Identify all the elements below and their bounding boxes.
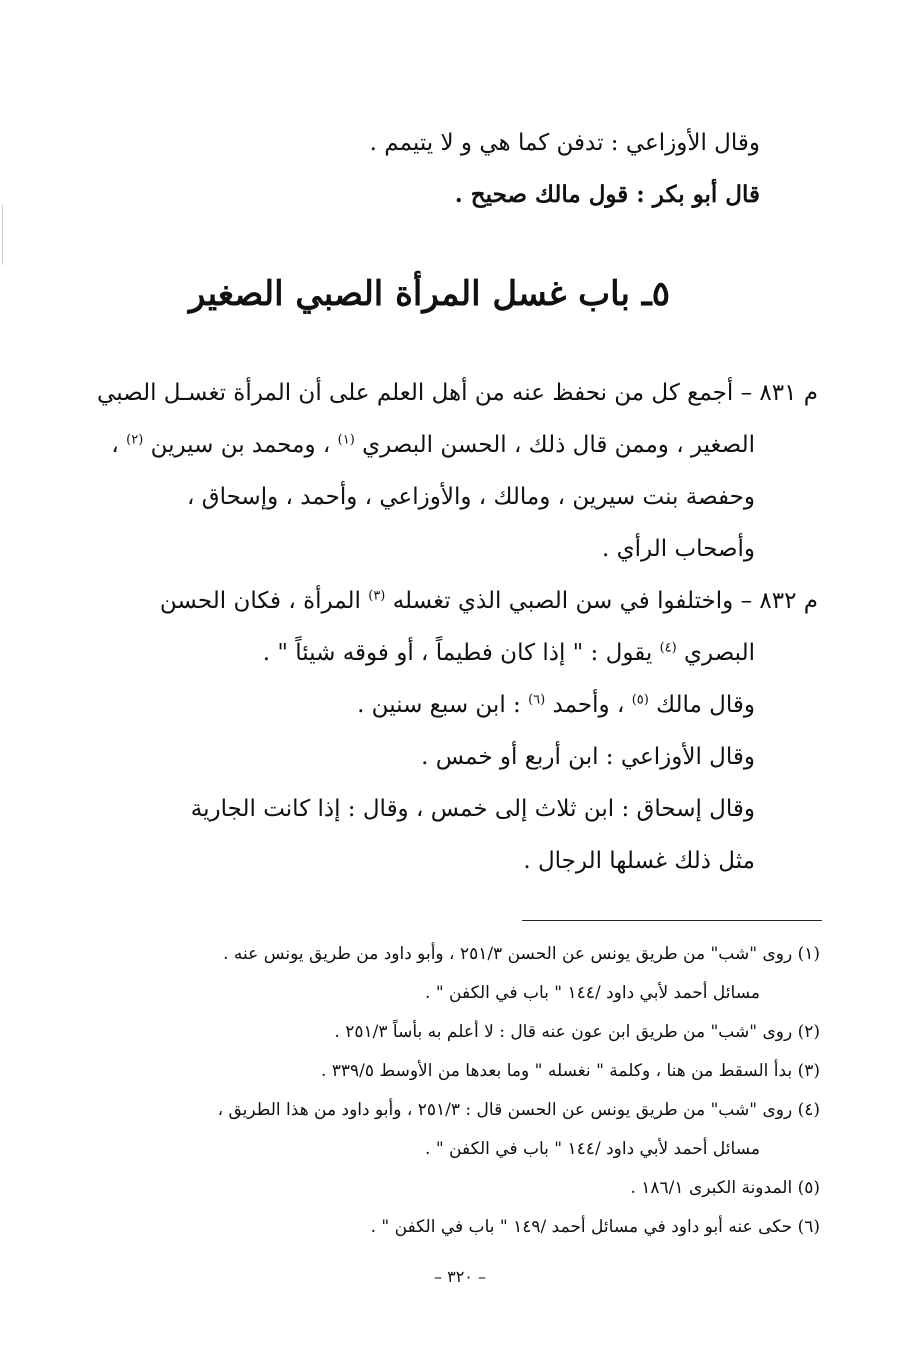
footnote-ref-4: (٤) bbox=[659, 640, 677, 656]
footnote-6: (٦) حكى عنه أبو داود في مسائل أحمد /١٤٩ " باب في الكفن " . bbox=[370, 1217, 820, 1237]
entry-832-text-b: المرأة ، فكان الحسن bbox=[159, 588, 361, 614]
footnote-3: (٣) بدأ السقط من هنا ، وكلمة " نغسله " وما بعدها من الأوسط ٣٣٩/٥ . bbox=[320, 1061, 820, 1081]
chapter-heading: ٥ـ باب غسل المرأة الصبي الصغير bbox=[188, 274, 670, 314]
footnote-1-line-2: مسائل أحمد لأبي داود /١٤٤ " باب في الكفن " . bbox=[425, 983, 760, 1003]
entry-832-line-2 bbox=[263, 638, 755, 668]
entry-832-line-1 bbox=[160, 586, 818, 616]
footnote-ref-1: (١) bbox=[337, 432, 355, 448]
entry-831-line-2 bbox=[111, 430, 755, 460]
entry-832-text-a: م ٨٣٢ – واختلفوا في سن الصبي الذي تغسله bbox=[392, 588, 818, 614]
entry-832-text-c: البصري bbox=[684, 640, 755, 666]
intro-line-abu-bakr: قال أبو بكر : قول مالك صحيح . bbox=[454, 181, 760, 208]
footnote-2: (٢) روى "شب" من طريق ابن عون عنه قال : لا أعلم به بأساً ٢٥١/٣ . bbox=[334, 1022, 820, 1042]
entry-832-line-3 bbox=[357, 690, 755, 720]
intro-line-awzai: وقال الأوزاعي : تدفن كما هي و لا يتيمم . bbox=[369, 130, 760, 156]
footnote-ref-5: (٥) bbox=[631, 692, 649, 708]
entry-831-text-b: ، ومحمد بن سيرين bbox=[150, 432, 331, 458]
footnote-1-line-1: (١) روى "شب" من طريق يونس عن الحسن ٢٥١/٣ ، وأبو داود من طريق يونس عنه . bbox=[223, 944, 820, 964]
footnote-separator bbox=[522, 920, 822, 921]
page-number: – ٣٢٠ – bbox=[434, 1267, 486, 1286]
scan-margin-mark bbox=[2, 205, 3, 265]
footnote-ref-6: (٦) bbox=[528, 692, 546, 708]
footnote-5: (٥) المدونة الكبرى ١٨٦/١ . bbox=[630, 1178, 820, 1198]
entry-832-text-d: يقول : " إذا كان فطيماً ، أو فوقه شيئاً " . bbox=[262, 640, 653, 666]
entry-831-line-1: م ٨٣١ – أجمع كل من نحفظ عنه من أهل العلم على أن المرأة تغسـل الصبي bbox=[97, 380, 818, 406]
entry-832-text-g: : ابن سبع سنين . bbox=[357, 692, 521, 718]
footnote-4-line-2: مسائل أحمد لأبي داود /١٤٤ " باب في الكفن " . bbox=[425, 1139, 760, 1159]
footnote-ref-2: (٢) bbox=[126, 432, 144, 448]
entry-831-line-3: وحفصة بنت سيرين ، ومالك ، والأوزاعي ، وأحمد ، وإسحاق ، bbox=[186, 484, 755, 510]
entry-831-text-a: الصغير ، وممن قال ذلك ، الحسن البصري bbox=[362, 432, 755, 458]
entry-832-line-5: وقال إسحاق : ابن ثلاث إلى خمس ، وقال : إذا كانت الجارية bbox=[190, 796, 755, 822]
entry-832-text-e: وقال مالك bbox=[656, 692, 755, 718]
entry-831-text-c: ، bbox=[111, 432, 119, 458]
entry-832-text-f: ، وأحمد bbox=[552, 692, 625, 718]
entry-831-line-4: وأصحاب الرأي . bbox=[602, 536, 755, 562]
footnote-ref-3: (٣) bbox=[368, 588, 386, 604]
entry-832-line-4: وقال الأوزاعي : ابن أربع أو خمس . bbox=[421, 744, 755, 770]
entry-832-line-6: مثل ذلك غسلها الرجال . bbox=[523, 848, 755, 874]
footnote-4-line-1: (٤) روى "شب" من طريق يونس عن الحسن قال : ٢٥١/٣ ، وأبو داود من هذا الطريق ، bbox=[217, 1100, 820, 1120]
